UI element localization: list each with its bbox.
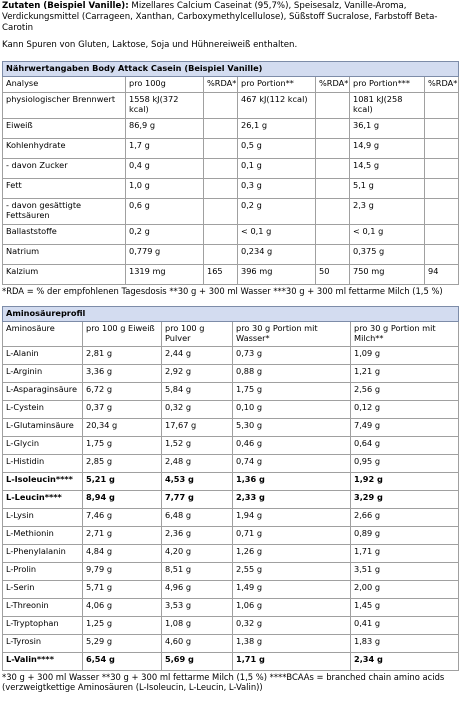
nutrition-row (3, 224, 459, 244)
amino-footnote: *30 g + 300 ml Wasser **30 g + 300 ml fettarme Milch (1,5 %) ****BCAAs = branched chain amino acids (verzweigtkettige Aminosäuren (L-Isoleucin, L-Leucin, L-Valin)) (2, 671, 445, 692)
amino-cell: 2,81 g (83, 346, 162, 364)
amino-cell: 4,53 g (162, 472, 233, 490)
amino-cell: 2,33 g (233, 490, 351, 508)
nutrition-cell (425, 138, 459, 158)
nutrition-cell: 0,3 g (238, 178, 316, 198)
amino-cell: 4,06 g (83, 598, 162, 616)
amino-cell: 1,21 g (351, 364, 459, 382)
nutrition-cell: 0,4 g (126, 158, 204, 178)
nutrition-cell: 165 (204, 264, 238, 284)
nutrition-header-cell: %RDA* (425, 76, 459, 92)
amino-cell: 1,71 g (233, 652, 351, 670)
amino-cell: 1,45 g (351, 598, 459, 616)
nutrition-cell: 750 mg (350, 264, 425, 284)
nutrition-cell (316, 244, 350, 264)
nutrition-cell: 0,779 g (126, 244, 204, 264)
amino-row (3, 598, 459, 616)
amino-cell: L-Glycin (3, 436, 83, 454)
amino-cell: 2,55 g (233, 562, 351, 580)
amino-cell: 0,10 g (233, 400, 351, 418)
amino-cell: 1,09 g (351, 346, 459, 364)
nutrition-cell (316, 158, 350, 178)
amino-cell: 0,71 g (233, 526, 351, 544)
nutrition-cell (204, 118, 238, 138)
amino-header-row (3, 321, 459, 346)
amino-cell: 3,53 g (162, 598, 233, 616)
ingredients-paragraph (2, 1, 458, 34)
allergy-notice: Kann Spuren von Gluten, Laktose, Soja und Hühnereiweiß enthalten. (2, 40, 298, 50)
amino-cell: L-Threonin (3, 598, 83, 616)
nutrition-cell: Natrium (3, 244, 126, 264)
nutrition-cell (204, 244, 238, 264)
amino-cell: L-Prolin (3, 562, 83, 580)
nutrition-cell: 2,3 g (350, 198, 425, 224)
nutrition-cell: 14,5 g (350, 158, 425, 178)
product-info (0, 1, 460, 692)
amino-cell: L-Histidin (3, 454, 83, 472)
amino-table (2, 306, 459, 671)
amino-cell: 1,08 g (162, 616, 233, 634)
amino-row (3, 436, 459, 454)
amino-cell: 8,94 g (83, 490, 162, 508)
nutrition-cell: 0,2 g (126, 224, 204, 244)
nutrition-cell: 0,1 g (238, 158, 316, 178)
nutrition-cell (316, 118, 350, 138)
nutrition-cell (425, 92, 459, 118)
amino-cell: L-Valin**** (3, 652, 83, 670)
amino-cell: 1,38 g (233, 634, 351, 652)
amino-row (3, 364, 459, 382)
nutrition-cell: - davon gesättigte Fettsäuren (3, 198, 126, 224)
nutrition-cell (204, 198, 238, 224)
amino-cell: 1,36 g (233, 472, 351, 490)
nutrition-cell: 1,0 g (126, 178, 204, 198)
amino-cell: L-Serin (3, 580, 83, 598)
amino-header-cell: pro 30 g Portion mit Milch** (351, 321, 459, 346)
amino-cell: 2,56 g (351, 382, 459, 400)
nutrition-table (2, 61, 459, 285)
amino-cell: 7,49 g (351, 418, 459, 436)
nutrition-row (3, 118, 459, 138)
nutrition-cell (204, 138, 238, 158)
amino-row (3, 580, 459, 598)
nutrition-cell (316, 224, 350, 244)
amino-cell: 3,51 g (351, 562, 459, 580)
amino-cell: L-Isoleucin**** (3, 472, 83, 490)
nutrition-cell: 0,5 g (238, 138, 316, 158)
nutrition-cell: physiologischer Brennwert (3, 92, 126, 118)
amino-cell: 6,72 g (83, 382, 162, 400)
amino-header-cell: pro 100 g Pulver (162, 321, 233, 346)
ingredients-text: Mizellares Calcium Caseinat (95,7%), Speisesalz, Vanille-Aroma, Verdickungsmittel (Carrageen, Xanthan, Carboxymethylcellulose), Süßstoff Sucralose, Farbstoff Beta-Carotin (2, 1, 438, 33)
amino-row (3, 400, 459, 418)
nutrition-header-cell: pro Portion** (238, 76, 316, 92)
nutrition-cell (425, 118, 459, 138)
amino-row (3, 382, 459, 400)
nutrition-cell: 0,375 g (350, 244, 425, 264)
nutrition-row (3, 244, 459, 264)
amino-cell: 8,51 g (162, 562, 233, 580)
amino-cell: 0,88 g (233, 364, 351, 382)
amino-cell: 0,46 g (233, 436, 351, 454)
amino-header-cell: pro 100 g Eiweiß (83, 321, 162, 346)
amino-cell: 5,30 g (233, 418, 351, 436)
nutrition-cell: < 0,1 g (238, 224, 316, 244)
amino-cell: L-Asparaginsäure (3, 382, 83, 400)
nutrition-cell: Kalzium (3, 264, 126, 284)
nutrition-header-row (3, 76, 459, 92)
nutrition-cell: Fett (3, 178, 126, 198)
nutrition-cell: 5,1 g (350, 178, 425, 198)
amino-row (3, 652, 459, 670)
amino-cell: 5,71 g (83, 580, 162, 598)
amino-cell: 0,37 g (83, 400, 162, 418)
amino-cell: 2,71 g (83, 526, 162, 544)
amino-cell: L-Leucin**** (3, 490, 83, 508)
nutrition-cell (204, 224, 238, 244)
nutrition-cell: 36,1 g (350, 118, 425, 138)
amino-cell: 1,49 g (233, 580, 351, 598)
nutrition-cell (425, 198, 459, 224)
amino-cell: 3,29 g (351, 490, 459, 508)
amino-cell: 0,64 g (351, 436, 459, 454)
amino-header-cell: pro 30 g Portion mit Wasser* (233, 321, 351, 346)
nutrition-cell: 14,9 g (350, 138, 425, 158)
amino-cell: 4,20 g (162, 544, 233, 562)
nutrition-cell: 50 (316, 264, 350, 284)
amino-cell: 0,32 g (233, 616, 351, 634)
amino-cell: 2,44 g (162, 346, 233, 364)
amino-cell: L-Lysin (3, 508, 83, 526)
nutrition-cell: 1081 kJ(258 kcal) (350, 92, 425, 118)
nutrition-cell: 94 (425, 264, 459, 284)
nutrition-cell: 0,6 g (126, 198, 204, 224)
amino-row (3, 634, 459, 652)
nutrition-cell (316, 198, 350, 224)
amino-cell: 1,75 g (233, 382, 351, 400)
amino-cell: 0,41 g (351, 616, 459, 634)
amino-row (3, 616, 459, 634)
nutrition-header-cell: %RDA* (204, 76, 238, 92)
amino-cell: L-Methionin (3, 526, 83, 544)
nutrition-cell (316, 92, 350, 118)
amino-row (3, 562, 459, 580)
amino-cell: 1,94 g (233, 508, 351, 526)
nutrition-header-cell: %RDA* (316, 76, 350, 92)
amino-cell: 2,85 g (83, 454, 162, 472)
nutrition-cell: 1558 kJ(372 kcal) (126, 92, 204, 118)
amino-row (3, 526, 459, 544)
amino-cell: L-Arginin (3, 364, 83, 382)
amino-cell: 1,52 g (162, 436, 233, 454)
amino-cell: 0,74 g (233, 454, 351, 472)
amino-cell: L-Tyrosin (3, 634, 83, 652)
nutrition-row (3, 198, 459, 224)
nutrition-cell: 86,9 g (126, 118, 204, 138)
amino-cell: 5,21 g (83, 472, 162, 490)
nutrition-cell: 0,2 g (238, 198, 316, 224)
amino-cell: L-Tryptophan (3, 616, 83, 634)
nutrition-cell: 396 mg (238, 264, 316, 284)
nutrition-cell (204, 178, 238, 198)
amino-row (3, 508, 459, 526)
amino-cell: 1,92 g (351, 472, 459, 490)
nutrition-cell: Eiweiß (3, 118, 126, 138)
nutrition-header-cell: pro 100g (126, 76, 204, 92)
nutrition-cell: - davon Zucker (3, 158, 126, 178)
ingredients-label: Zutaten (Beispiel Vanille): (2, 1, 129, 11)
nutrition-cell: Kohlenhydrate (3, 138, 126, 158)
nutrition-title: Nährwertangaben Body Attack Casein (Beispiel Vanille) (3, 61, 459, 76)
amino-cell: L-Cystein (3, 400, 83, 418)
amino-cell: 2,00 g (351, 580, 459, 598)
nutrition-cell (425, 224, 459, 244)
amino-row (3, 544, 459, 562)
nutrition-cell (425, 158, 459, 178)
nutrition-row (3, 92, 459, 118)
nutrition-row (3, 158, 459, 178)
amino-cell: 1,71 g (351, 544, 459, 562)
amino-cell: 9,79 g (83, 562, 162, 580)
amino-cell: 7,77 g (162, 490, 233, 508)
amino-cell: 6,54 g (83, 652, 162, 670)
nutrition-cell: < 0,1 g (350, 224, 425, 244)
amino-cell: 1,25 g (83, 616, 162, 634)
amino-cell: L-Phenylalanin (3, 544, 83, 562)
amino-cell: 2,34 g (351, 652, 459, 670)
nutrition-cell: 26,1 g (238, 118, 316, 138)
nutrition-footnote: *RDA = % der empfohlenen Tagesdosis **30 g + 300 ml Wasser ***30 g + 300 ml fettarme Milch (1,5 %) (2, 285, 443, 296)
amino-cell: 20,34 g (83, 418, 162, 436)
nutrition-header-cell: pro Portion*** (350, 76, 425, 92)
nutrition-cell: 1,7 g (126, 138, 204, 158)
amino-cell: 1,75 g (83, 436, 162, 454)
nutrition-cell (204, 158, 238, 178)
amino-row (3, 454, 459, 472)
amino-cell: 0,95 g (351, 454, 459, 472)
amino-cell: 6,48 g (162, 508, 233, 526)
amino-cell: 2,66 g (351, 508, 459, 526)
nutrition-cell: Ballaststoffe (3, 224, 126, 244)
nutrition-row (3, 178, 459, 198)
amino-cell: 0,12 g (351, 400, 459, 418)
amino-cell: 0,89 g (351, 526, 459, 544)
amino-row (3, 472, 459, 490)
nutrition-header-cell: Analyse (3, 76, 126, 92)
nutrition-cell: 1319 mg (126, 264, 204, 284)
amino-cell: 5,84 g (162, 382, 233, 400)
amino-cell: 2,36 g (162, 526, 233, 544)
amino-cell: 5,69 g (162, 652, 233, 670)
amino-cell: 7,46 g (83, 508, 162, 526)
amino-cell: L-Glutaminsäure (3, 418, 83, 436)
nutrition-cell: 467 kJ(112 kcal) (238, 92, 316, 118)
amino-cell: 1,26 g (233, 544, 351, 562)
amino-cell: 4,60 g (162, 634, 233, 652)
amino-cell: 5,29 g (83, 634, 162, 652)
amino-cell: L-Alanin (3, 346, 83, 364)
nutrition-row (3, 138, 459, 158)
amino-cell: 4,96 g (162, 580, 233, 598)
amino-header-cell: Aminosäure (3, 321, 83, 346)
amino-cell: 0,73 g (233, 346, 351, 364)
amino-row (3, 346, 459, 364)
amino-cell: 0,32 g (162, 400, 233, 418)
amino-cell: 3,36 g (83, 364, 162, 382)
amino-cell: 4,84 g (83, 544, 162, 562)
nutrition-cell: 0,234 g (238, 244, 316, 264)
amino-row (3, 490, 459, 508)
nutrition-cell (316, 178, 350, 198)
nutrition-row (3, 264, 459, 284)
nutrition-cell (425, 178, 459, 198)
nutrition-cell (316, 138, 350, 158)
amino-cell: 1,06 g (233, 598, 351, 616)
amino-title: Aminosäureprofil (3, 306, 459, 321)
amino-cell: 17,67 g (162, 418, 233, 436)
amino-cell: 2,92 g (162, 364, 233, 382)
amino-row (3, 418, 459, 436)
amino-cell: 2,48 g (162, 454, 233, 472)
amino-cell: 1,83 g (351, 634, 459, 652)
nutrition-cell (204, 92, 238, 118)
nutrition-cell (425, 244, 459, 264)
